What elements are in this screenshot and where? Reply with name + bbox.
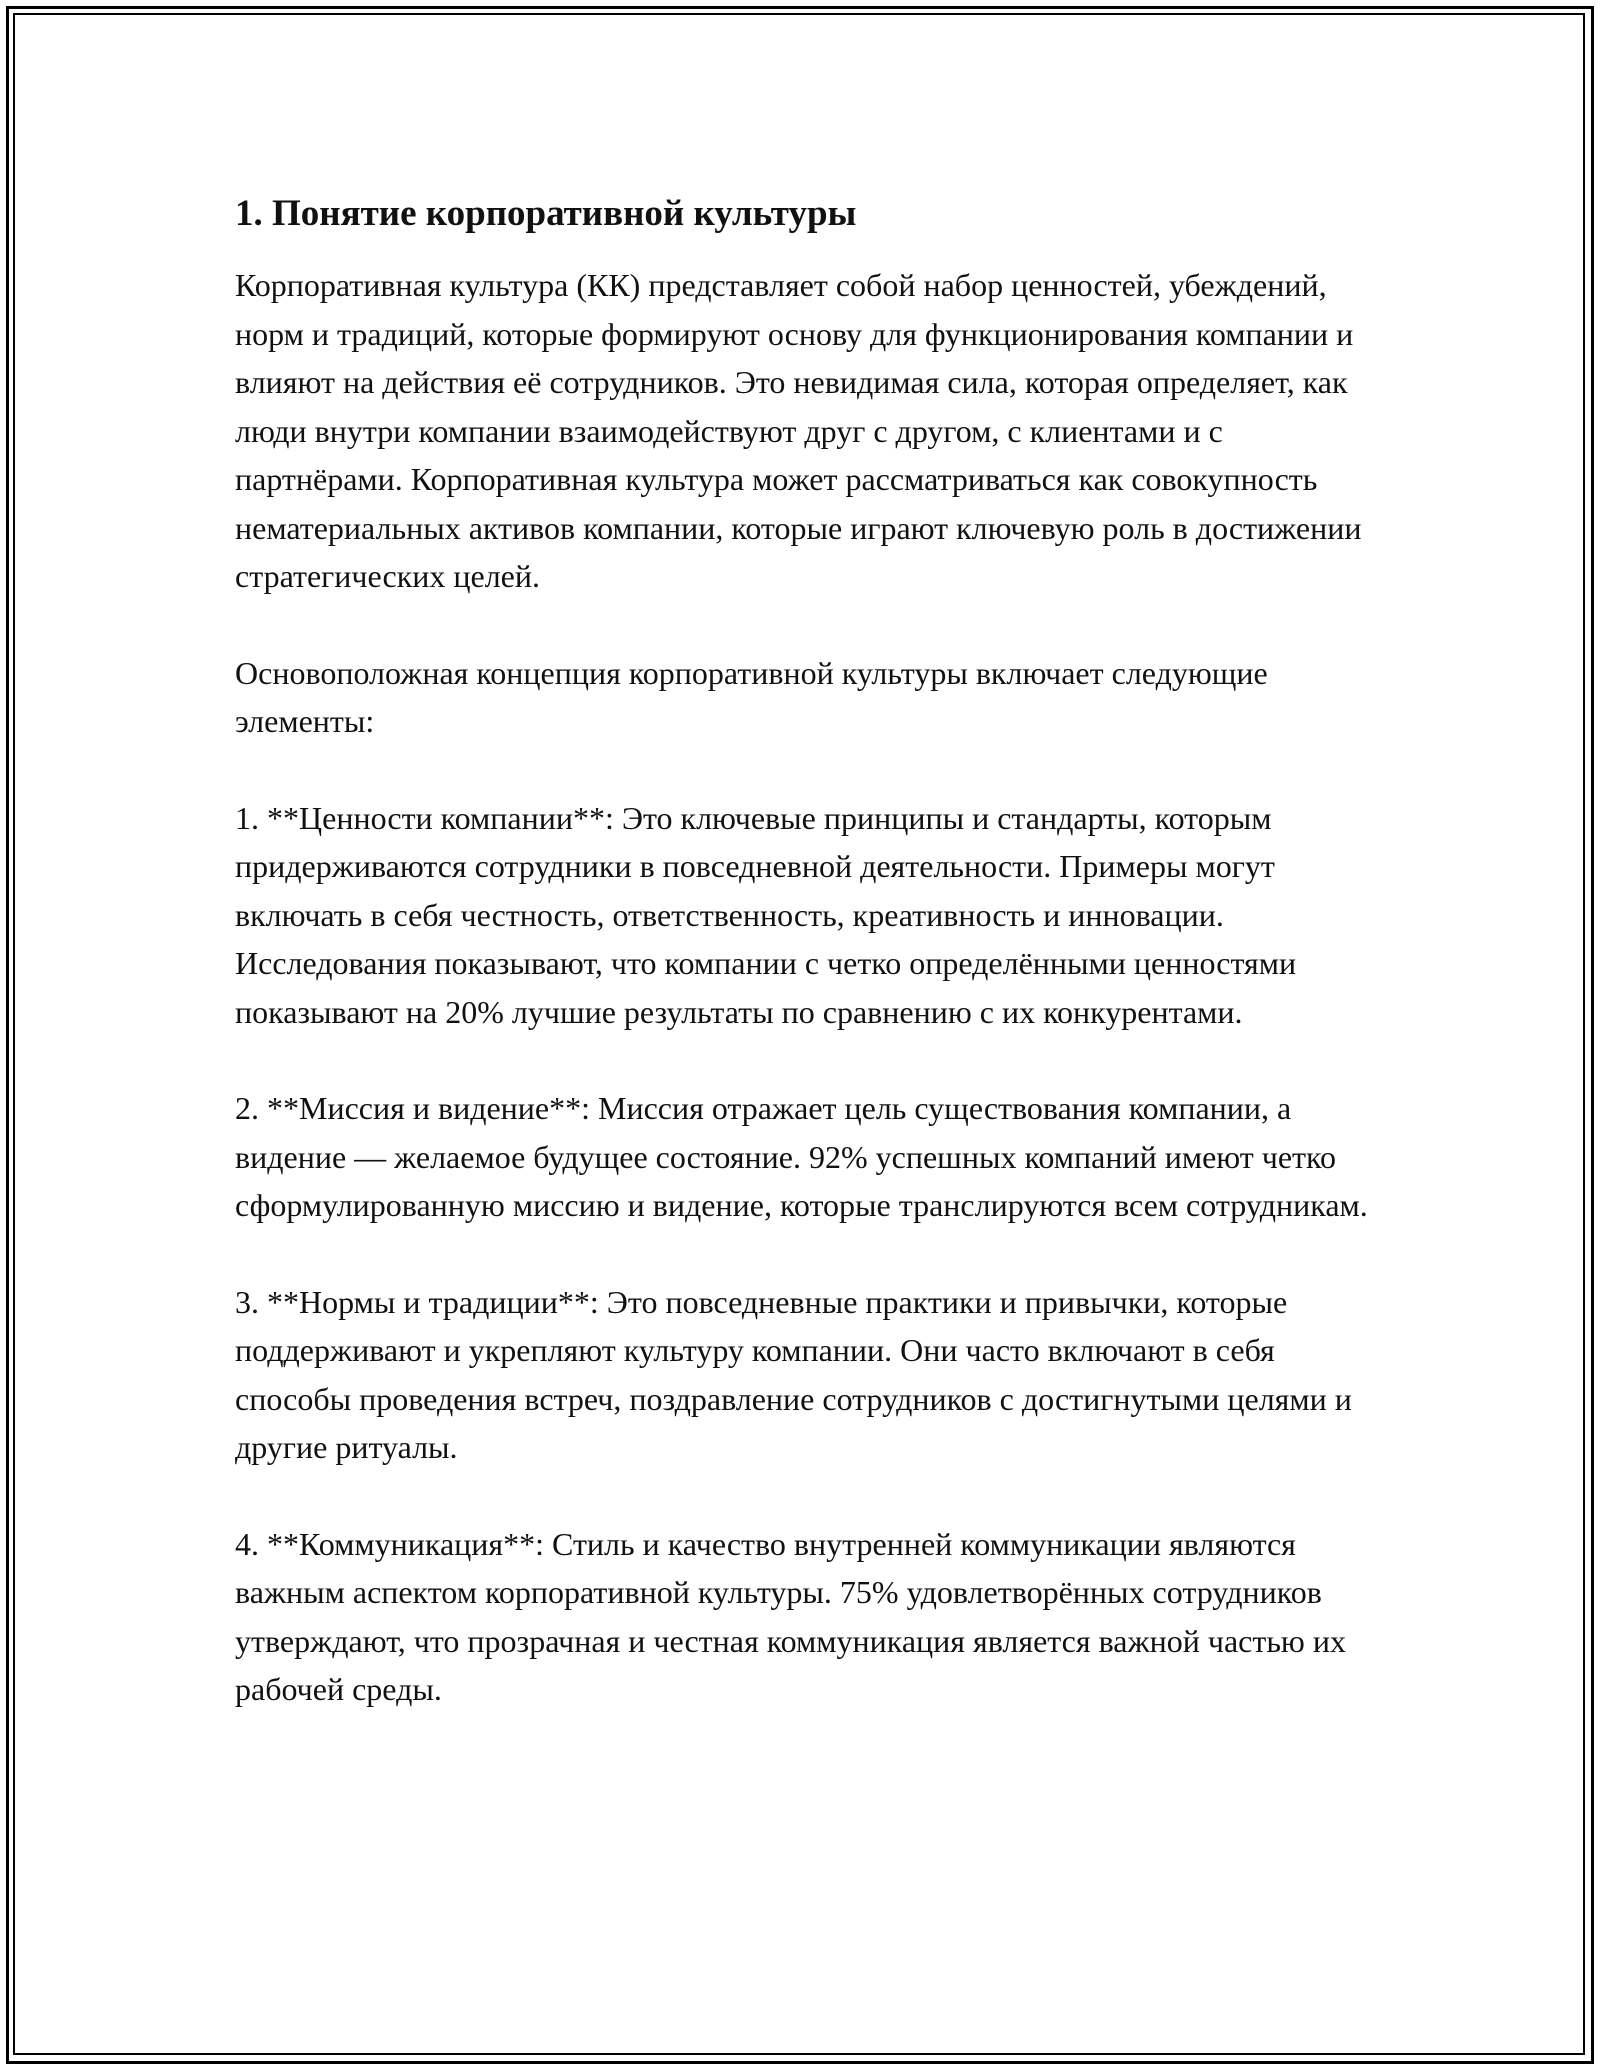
list-item-values: 1. **Ценности компании**: Это ключевые принципы и стандарты, которым придерживаются сотрудники в повседневной деятельности. Примеры могут включать в себя честность, ответственность, креативность и инновации. Исследования показывают, что компании с четко определёнными ценностями показывают на 20% лучшие результаты по сравнению с их конкурентами. bbox=[235, 799, 1297, 1030]
section-heading: 1. Понятие корпоративной культуры bbox=[235, 193, 857, 234]
intro-paragraph: Корпоративная культура (КК) представляет собой набор ценностей, убеждений, норм и традиций, которые формируют основу для функционирования компании и влияют на действия её сотрудников. Это невидимая сила, которая определяет, как люди внутри компании взаимодействуют друг с другом, с клиентами и с партнёрами. Корпоративная культура может рассматриваться как совокупность нематериальных активов компании, которые играют ключевую роль в достижении стратегических целей. bbox=[235, 267, 1362, 594]
list-item-communication: 4. **Коммуникация**: Стиль и качество внутренней коммуникации являются важным аспектом корпоративной культуры. 75% удовлетворённых сотрудников утверждают, что прозрачная и честная коммуникация является важной частью их рабочей среды. bbox=[235, 1525, 1346, 1707]
list-item-mission: 2. **Миссия и видение**: Миссия отражает цель существования компании, а видение — желаемое будущее состояние. 92% успешных компаний имеют четко сформулированную миссию и видение, которые транслируются всем сотрудникам. bbox=[235, 1090, 1368, 1223]
concept-intro-paragraph: Основоположная концепция корпоративной культуры включает следующие элементы: bbox=[235, 654, 1268, 739]
list-item-norms: 3. **Нормы и традиции**: Это повседневные практики и привычки, которые поддерживают и укрепляют культуру компании. Они часто включают в себя способы проведения встреч, поздравление сотрудников с достигнутыми целями и другие ритуалы. bbox=[235, 1283, 1352, 1465]
document-body bbox=[235, 186, 1380, 1762]
